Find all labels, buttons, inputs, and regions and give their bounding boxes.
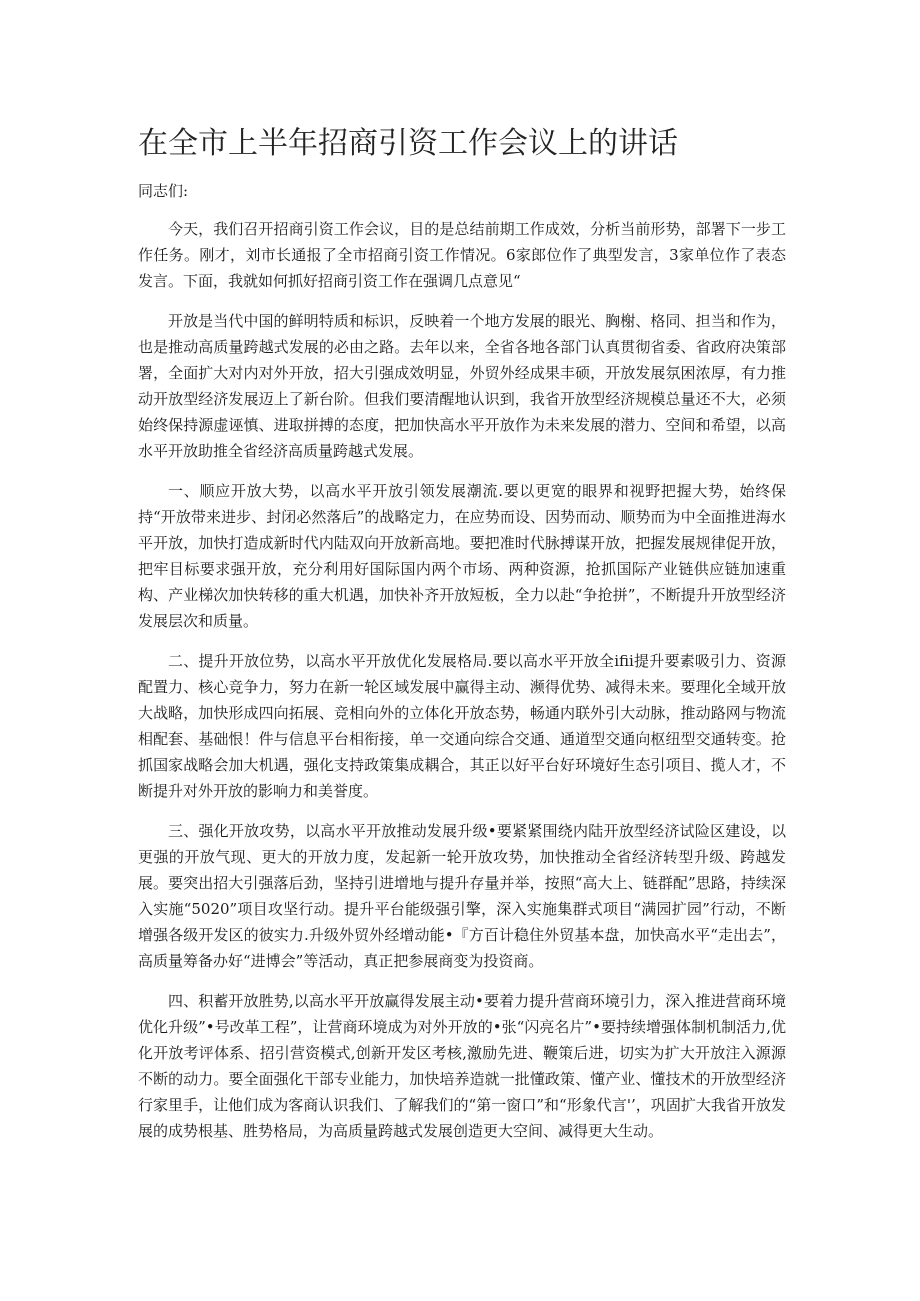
paragraph-opening-importance: 开放是当代中国的鲜明特质和标识，反映着一个地方发展的眼光、胸榭、格同、担当和作为，也是推动高质量跨越式发展的必由之路。去年以来，全省各地各部门认真贯彻省委、省政府决策部署，全面扩大对内对外开放，招大引强成效明显，外贸外经成果丰硕，开放发展氛困浓厚，有力推动开放型经济发展迈上了新台阶。但我们要清醒地认识到，我省开放型经济规模总量还不大，必须始终保持源虚诬慎、进取拼搏的态度，把加快高水平开放作为未来发展的潜力、空间和希望，以高水平开放助推全省经济高质量跨越式发展。 (138, 312, 786, 460)
paragraph-section-3: 三、强化开放攻势，以高水平开放推动发展升级•要紧紧围绕内陆开放型经济试险区建设，以更强的开放气现、更大的开放力度，发起新一轮开放攻势，加快推动全省经济转型升级、跨越发展。要突出招大引强落后劲，坚持引进增地与提升存量并举，按照“高大上、链群配”思路，持续深入实施“5020”项目攻坚行动。提升平台能级强引擎，深入实施集群式项目“满园扩园”行动，不断增强各级开发区的彼实力.升级外贸外经增动能•『方百计稳住外贸基本盘，加快高水平“走出去”，高质量筹备办好“进博会”等活动，真正把参展商变为投资商。 (138, 822, 786, 970)
document-title: 在全市上半年招商引资工作会议上的讲话 (138, 126, 678, 161)
paragraph-intro: 今天，我们召开招商引资工作会议，目的是总结前期工作成效，分析当前形势，部署下一步工作任务。刚才，刘市长通报了全市招商引资工作情况。6家郎位作了典型发言，3家单位作了表态发言。下面，我就如何抓好招商引资工作在强调几点意见“ (138, 220, 786, 290)
paragraph-section-2: 二、提升开放位势，以高水平开放优化发展格局.要以高水平开放全ifii提升要素吸引力、资源配置力、核心竞争力，努力在新一轮区域发展中赢得主动、濒得优势、减得未来。要理化全域开放大战略，加快形成四向拓展、竞相向外的立体化开放态势，畅通内联外引大动脉，推动路网与物流相配套、基础恨！件与信息平台相衔接，单一交通向综合交通、通道型交通向枢纽型交通转变。抢抓国家战略会加大机遇，强化支持政策集成耦合，其正以好平台好环境好生态引项目、揽人才，不断提升对外开放的影响力和美誉度。 (138, 652, 786, 800)
salutation: 同志们: (138, 182, 189, 200)
paragraph-section-1: 一、顺应开放大势，以高水平开放引领发展潮流.要以更宽的眼界和视野把握大势，始终保持“开放带来进步、封闭必然落后”的战略定力，在应势而设、因势而动、顺势而为中全面推进海水平开放，加快打造成新时代内陆双向开放新高地。要把准时代脉搏谋开放，把握发展规律促开放，把牢目标要求强开放，充分利用好国际国内两个市场、两种资源，抢抓国际产业链供应链加速重构、产业梯次加快转移的重大机遇，加快补齐开放短板，全力以赴“争抢拼”，不断提升开放型经济发展层次和质量。 (138, 482, 786, 630)
paragraph-section-4: 四、积蓄开放胜势,以高水平开放赢得发展主动•要着力提升营商环境引力，深入推进营商环境优化升级”•号改革工程”，让营商环境成为对外开放的•张“闪亮名片”•要持续增强体制机制活力,优化开放考评体系、招引营资模式,创新开发区考核,激励先进、鞭策后进，切实为扩大开放注入源源不断的动力。要全面强化干部专业能力，加快培养造就一批懂政策、懂产业、懂技术的开放型经济行家里手，让他们成为客商认识我们、了解我们的“第一窗口”和“形象代言'’，巩固扩大我省开放发展的成势根基、胜势格局，为高质量跨越式发展创造更大空间、减得更大生动。 (138, 992, 786, 1140)
document-body (138, 178, 786, 1158)
